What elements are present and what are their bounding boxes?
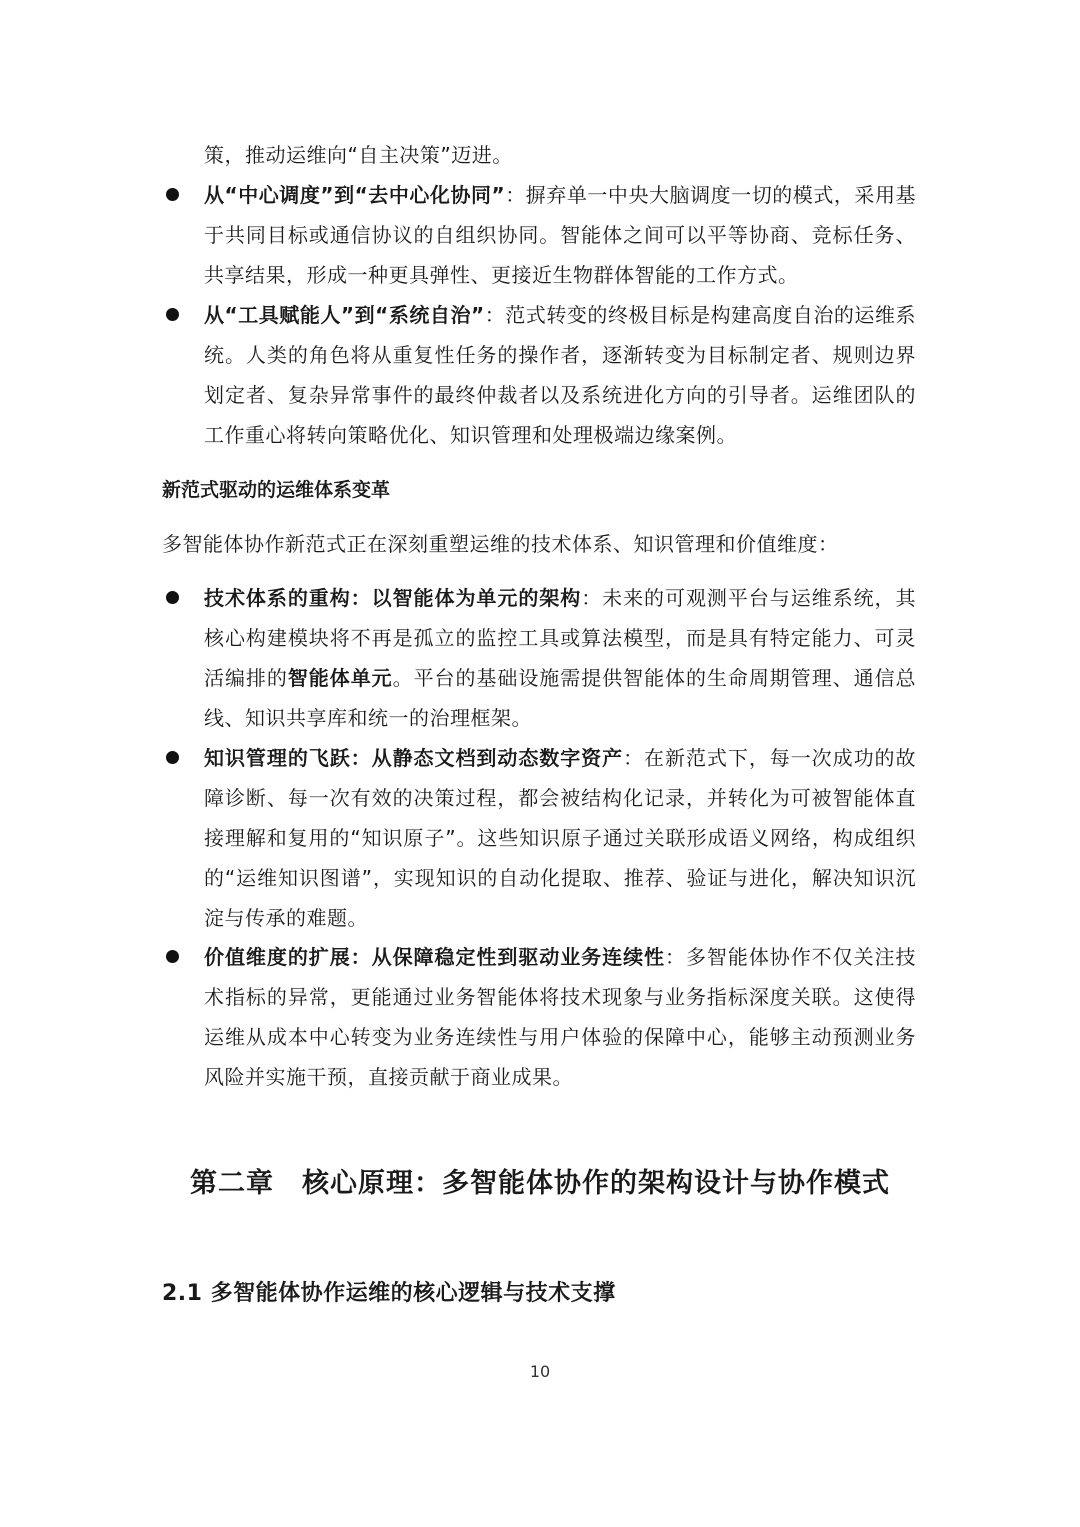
bullet-dot-icon xyxy=(166,308,179,321)
bullet-body: ：范式转变的终极目标是构建高度自治的运维系统。人类的角色将从重复性任务的操作者，逐渐转变为目标制定者、规则边界划定者、复杂异常事件的最终仲裁者以及系统进化方向的引导者。运维团队的工作重心将转向策略优化、知识管理和处理极端边缘案例。 xyxy=(204,303,917,447)
bullet-dot-icon xyxy=(166,591,179,604)
bullet-dot-icon xyxy=(166,751,179,764)
bullet-body-continued: 。平台的基础设施需提供智能体的生命周期管理、通信总线、知识共享库和统一的治理框架。 xyxy=(204,666,917,730)
bullet-body: ：多智能体协作不仅关注技术指标的异常，更能通过业务智能体将技术现象与业务指标深度关联。这使得运维从成本中心转变为业务连续性与用户体验的保障中心，能够主动预测业务风险并实施干预，直接贡献于商业成果。 xyxy=(204,945,916,1089)
continued-paragraph: 策，推动运维向“自主决策”迈进。 xyxy=(204,143,513,167)
subheading: 新范式驱动的运维体系变革 xyxy=(162,479,391,501)
bullet-body: ：在新范式下，每一次成功的故障诊断、每一次有效的决策过程，都会被结构化记录，并转化为可被智能体直接理解和复用的“知识原子”。这些知识原子通过关联形成语义网络，构成组织的“运维知识图谱”，实现知识的自动化提取、推荐、验证与进化，解决知识沉淀与传承的难题。 xyxy=(204,746,917,930)
bullet-item xyxy=(160,937,916,1097)
bullet-text xyxy=(204,937,916,1097)
bullet-text xyxy=(204,738,916,938)
bullet-bold-inline: 智能体单元 xyxy=(287,666,393,690)
bullet-text xyxy=(204,295,916,455)
bullet-text xyxy=(204,175,916,295)
bullet-bold-lead: 从“中心调度”到“去中心化协同” xyxy=(204,183,506,207)
intro-paragraph: 多智能体协作新范式正在深刻重塑运维的技术体系、知识管理和价值维度： xyxy=(162,532,839,556)
page-number: 10 xyxy=(529,1362,551,1381)
bullet-bold-lead: 技术体系的重构：以智能体为单元的架构 xyxy=(204,586,582,610)
bullet-item xyxy=(160,578,916,738)
bullet-item xyxy=(160,738,916,938)
bullet-item xyxy=(160,175,916,295)
chapter-title: 第二章 核心原理：多智能体协作的架构设计与协作模式 xyxy=(190,1168,890,1199)
bullet-body: ：未来的可观测平台与运维系统，其核心构建模块将不再是孤立的监控工具或算法模型，而是具有特定能力、可灵活编排的 xyxy=(204,586,917,690)
bullet-body: ：摒弃单一中央大脑调度一切的模式，采用基于共同目标或通信协议的自组织协同。智能体之间可以平等协商、竞标任务、共享结果，形成一种更具弹性、更接近生物群体智能的工作方式。 xyxy=(204,183,916,287)
bullet-dot-icon xyxy=(166,950,179,963)
bullet-dot-icon xyxy=(166,188,179,201)
bullet-item xyxy=(160,295,916,455)
bullet-bold-lead: 价值维度的扩展：从保障稳定性到驱动业务连续性 xyxy=(204,945,665,969)
bullet-bold-lead: 从“工具赋能人”到“系统自治” xyxy=(204,303,485,327)
bullet-bold-lead: 知识管理的飞跃：从静态文档到动态数字资产 xyxy=(204,746,624,770)
section-title: 2.1 多智能体协作运维的核心逻辑与技术支撑 xyxy=(162,1281,616,1306)
bullet-text xyxy=(204,578,916,738)
